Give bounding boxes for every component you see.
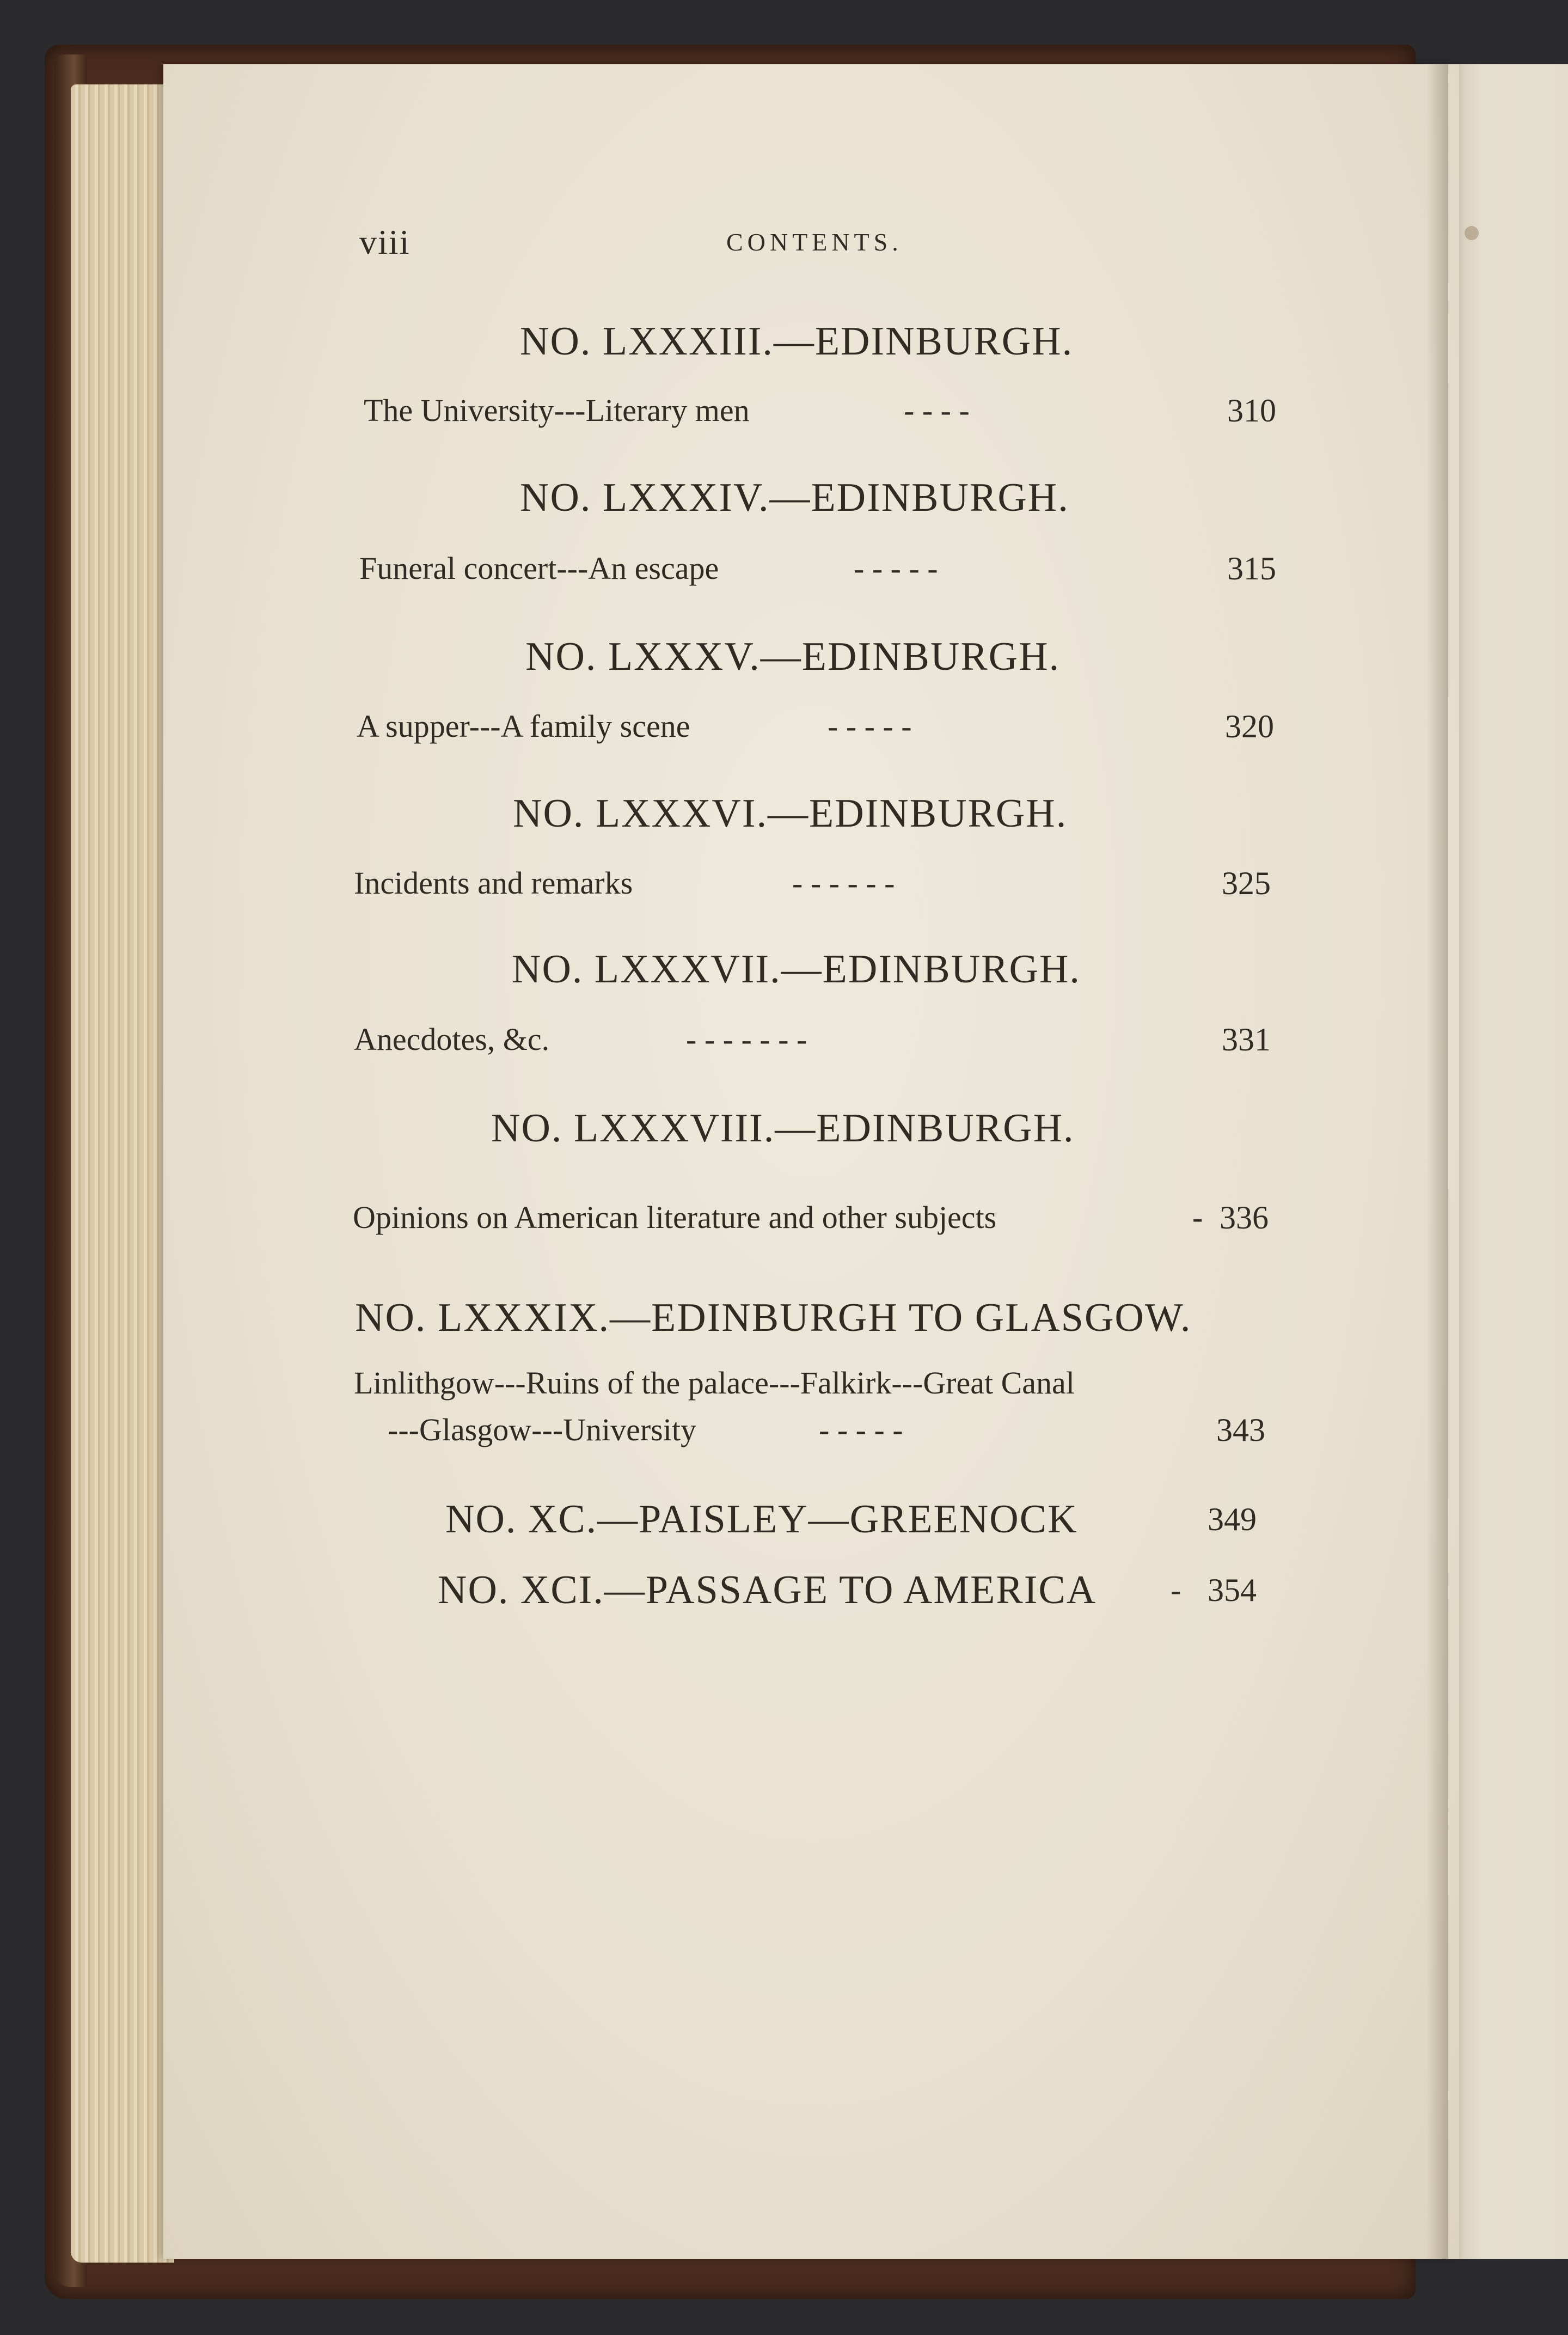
dot-leader: - - - - - - [792,865,895,901]
toc-entry [0,550,1568,599]
dot-leader: - [1192,1200,1203,1235]
chapter-heading: NO. LXXXIII.—EDINBURGH. [520,319,1074,364]
toc-entry [0,1496,1568,1545]
entry-title: Linlithgow---Ruins of the palace---Falkirk---Great Canal [354,1365,1075,1401]
chapter-heading: NO. XCI.—PASSAGE TO AMERICA [438,1568,1097,1612]
chapter-heading: NO. LXXXVI.—EDINBURGH. [513,791,1068,836]
page-number: 331 [1222,1022,1271,1058]
dot-leader: - - - - - [828,708,912,744]
page-number: 349 [1208,1501,1257,1537]
foxing-spot [1465,226,1479,240]
chapter-heading: NO. LXXXV.—EDINBURGH. [525,634,1061,679]
entry-title: Incidents and remarks [354,865,633,901]
entry-title: Funeral concert---An escape [359,551,719,586]
dot-leader: - [1171,1572,1181,1607]
toc-entry [0,1199,1568,1248]
chapter-heading: NO. LXXXIV.—EDINBURGH. [520,475,1069,520]
toc-entry [0,392,1568,441]
page-number: 336 [1220,1200,1269,1236]
dot-leader: - - - - - [819,1412,903,1447]
dot-leader: - - - - - - - [686,1022,807,1057]
toc-entry [0,1365,1568,1414]
toc-entry [0,1567,1568,1616]
entry-title: A supper---A family scene [357,708,690,744]
toc-entry [0,1021,1568,1070]
chapter-heading: NO. LXXXIX.—EDINBURGH TO GLASGOW. [355,1295,1192,1340]
chapter-heading: NO. LXXXVIII.—EDINBURGH. [491,1106,1075,1151]
entry-title: Anecdotes, &c. [354,1022,550,1057]
dot-leader: - - - - [904,393,970,428]
page-number: 325 [1222,865,1271,901]
entry-title: ---Glasgow---University [388,1412,696,1447]
chapter-heading: NO. XC.—PAISLEY—GREENOCK [445,1497,1078,1542]
entry-title: Opinions on American literature and other subjects [353,1200,997,1235]
toc-entry [0,1411,1568,1460]
page-number: 310 [1227,393,1276,429]
dot-leader: - - - - - [854,551,938,586]
running-head: CONTENTS. [726,228,903,256]
page-number: 354 [1208,1572,1257,1608]
page-number: 315 [1227,551,1276,586]
toc-entry [0,708,1568,757]
entry-title: The University---Literary men [364,393,750,428]
chapter-heading: NO. LXXXVII.—EDINBURGH. [512,947,1081,992]
page-number: 320 [1225,708,1274,744]
toc-entry [0,865,1568,914]
page-number: 343 [1216,1412,1265,1448]
page-folio: viii [359,223,411,261]
